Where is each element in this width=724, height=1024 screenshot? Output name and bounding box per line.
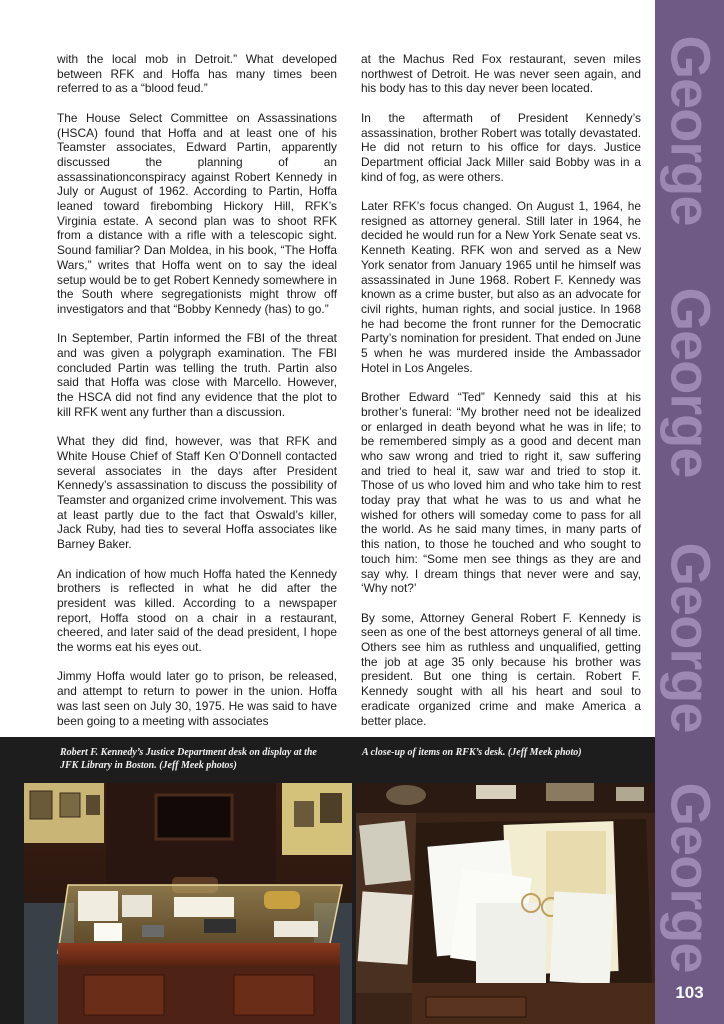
paragraph: By some, Attorney General Robert F. Kennedy is seen as one of the best attorneys general of all time. Others see him as ruthless and unqualified, getting the job at age 35 only because his brother was president. But one thing is certain. Robert F. Kennedy sought with all his heart and soul to eradicate organized crime and make America a better place. (361, 610, 641, 728)
desk-display-illustration (24, 783, 352, 1024)
paragraph: Jimmy Hoffa would later go to prison, be released, and attempt to return to power in the union. Hoffa was last seen on July 30, 1975. He was said to have been going to a meeting with associates (57, 669, 337, 728)
paragraph: The House Select Committee on Assassinations (HSCA) found that Hoffa and at least one of his Teamster associates, Edward Partin, apparently discussed the planning of an assassinationconspiracy against Robert Kennedy in July or August of 1962. According to Partin, Hoffa leaned toward firebombing Hickory Hill, RFK’s Virginia estate. A second plan was to shoot RFK from a distance with a rifle with a telescopic sight. Sound familiar? Dan Moldea, in his book, “The Hoffa Wars,” writes that Hoffa went on to say the ideal setup would be to get Robert Kennedy somewhere in the South where segregationists might throw off investigators and that “Bobby Kennedy (has) to go.” (57, 110, 337, 316)
paragraph: An indication of how much Hoffa hated the Kennedy brothers is reflected in what he did after the president was killed. According to a newspaper report, Hoffa stood on a chair in a restaurant, cheered, and later said of the dead president, I hope the worms eat his eyes out. (57, 566, 337, 655)
sidebar (655, 0, 724, 1024)
article-column-left (57, 52, 337, 743)
sidebar-word: George (659, 34, 723, 226)
paragraph: In the aftermath of President Kennedy’s assassination, brother Robert was totally devastated. He did not return to his office for days. Justice Department official Jack Miller said Bobby was in a kind of fog, as were others. (361, 110, 641, 184)
sidebar-word: George (659, 781, 723, 973)
photo-caption-right: A close-up of items on RFK’s desk. (Jeff Meek photo) (362, 747, 582, 758)
paragraph: Brother Edward “Ted” Kennedy said this at his brother’s funeral: “My brother need not be idealized or enlarged in death beyond what he was in life; to be remembered simply as a good and decent man who saw wrong and tried to right it, saw suffering and tried to heal it, saw war and tried to stop it. Those of us who loved him and who take him to rest today pray that what he was to us and what he wished for others will someday come to pass for all the world. As he said many times, in many parts of this nation, to those he touched and who sought to touch him: “Some men see things as they are and say why. I dream things that never were and say, ‘Why not?’ (361, 390, 641, 596)
paragraph: What they did find, however, was that RFK and White House Chief of Staff Ken O’Donnell contacted several associates in the days after President Kennedy’s assassination to discuss the possibility of Teamster and organized crime involvement. This was at least partly due to the fact that Oswald’s killer, Jack Ruby, had ties to several Hoffa associates like Barney Baker. (57, 434, 337, 552)
desk-closeup-illustration (356, 783, 655, 1024)
desk-display-photo (24, 783, 352, 1024)
desk-closeup-photo (356, 783, 655, 1024)
sidebar-word: George (659, 286, 723, 478)
sidebar-word: George (659, 541, 723, 733)
paragraph: with the local mob in Detroit.” What developed between RFK and Hoffa has many times been referred to as a “blood feud.” (57, 52, 337, 96)
photo-caption-left: Robert F. Kennedy’s Justice Department desk on display at the JFK Library in Boston. (Jeff Meek photos) (60, 747, 317, 771)
paragraph: at the Machus Red Fox restaurant, seven miles northwest of Detroit. He was never seen again, and his body has to this day never been located. (361, 52, 641, 96)
paragraph: In September, Partin informed the FBI of the threat and was given a polygraph examination. The FBI concluded Partin was telling the truth. Partin also said that Hoffa was close with Marcello. However, the HSCA did not find any evidence that the plot to kill RFK went any further than a discussion. (57, 331, 337, 419)
page-number: 103 (675, 983, 704, 1002)
article-column-right (361, 52, 641, 743)
paragraph: Later RFK’s focus changed. On August 1, 1964, he resigned as attorney general. Still later in 1964, he decided he would run for a New York Senate seat vs. Kenneth Keating. RFK won and served as a New York senator from January 1965 until he himself was assassinated in June 1968. Robert F. Kennedy was known as a crime buster, but also as an advocate for civil rights, human rights, and social justice. In 1968 he had become the front runner for the Democratic Party’s nomination for president. That ended on June 5 when he was murdered inside the Ambassador Hotel in Los Angeles. (361, 199, 641, 375)
